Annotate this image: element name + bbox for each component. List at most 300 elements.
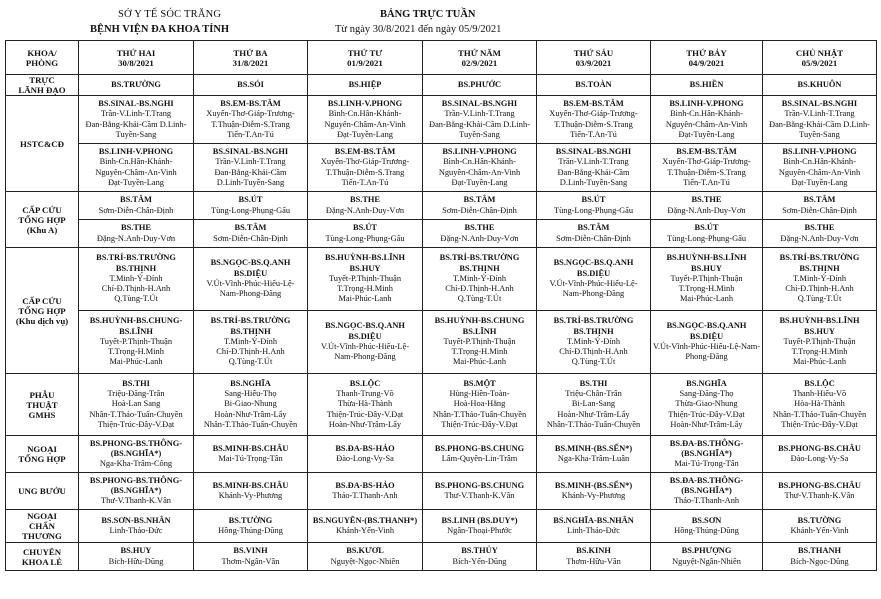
- doctor-name: BS.SINAL-BS.NGHI: [98, 98, 174, 108]
- staff-names: Nguyên-Châm-An-Vinh: [324, 119, 406, 129]
- duty-cell: [537, 192, 651, 220]
- staff-names: Tiến-T.An-Tú: [227, 129, 274, 139]
- staff-names: V.Út-Vĩnh-Phúc-Hiếu-Lệ-: [206, 279, 295, 288]
- doctor-name: BS.THE: [804, 223, 835, 233]
- staff-names: T.Thuận-Diễm-S.Trang: [667, 167, 746, 177]
- doctor-name: BS.NGỌC-BS.Q.ANH: [666, 321, 747, 331]
- duty-cell: [194, 473, 308, 510]
- staff-names: Hoà-Hoa-Hằng: [453, 399, 506, 409]
- doctor-name: BS.KHUÔN: [797, 79, 842, 89]
- staff-names: Chí-Đ.Thịnh-H.Anh: [785, 284, 854, 294]
- doctor-name: BS.THỊNH: [573, 326, 614, 336]
- duty-cell: [79, 144, 194, 192]
- department-label: THƯƠNG: [22, 531, 62, 541]
- department-label: UNG BƯỚU: [18, 486, 66, 496]
- staff-names: Trần-V.Linh-T.Trang: [100, 109, 172, 119]
- duty-cell: [763, 192, 877, 220]
- staff-names: Bích-Ngọc-Dũng: [790, 556, 849, 566]
- doctor-name: BS.NGỌC-BS.Q.ANH: [210, 258, 291, 268]
- doctor-name: BS.HUY: [349, 263, 381, 273]
- doctor-name: BS.LINH-V.PHONG: [98, 146, 174, 156]
- duty-cell: [79, 436, 194, 473]
- doctor-name: BS.PHONG-BS.THÔNG-: [89, 438, 183, 448]
- day-date: 02/9/2021: [461, 57, 498, 68]
- staff-names: Hoàn-Như-Trâm-Lẩy: [670, 419, 743, 429]
- doctor-name: BS.THE: [464, 223, 495, 233]
- doctor-name: BS.PHONG-BS.CHUNG: [434, 443, 525, 453]
- department-label: CẤP CỨU: [22, 204, 62, 215]
- duty-cell: [194, 248, 308, 311]
- doctor-name: BS.TOÀN: [575, 79, 612, 89]
- doctor-name: BS.ÚT: [581, 195, 606, 205]
- staff-names: Trần-V.Linh-T.Trang: [444, 109, 515, 119]
- duty-cell: [537, 436, 651, 473]
- staff-names: Chí-Đ.Thịnh-H.Anh: [559, 347, 628, 357]
- department-label: GMHS: [28, 409, 56, 420]
- staff-names: Nam-Phong-Đăng: [334, 352, 396, 362]
- doctor-name: BS.HUỲNH-BS.LĨNH: [666, 253, 747, 263]
- schedule-row: [6, 220, 877, 248]
- staff-names: Thảo-T.Thanh-Anh: [332, 491, 398, 500]
- doctor-name: BS.EM-BS.TÂM: [334, 146, 396, 156]
- doctor-name: BS.PHƯỚC: [457, 79, 502, 89]
- duty-cell: [194, 96, 308, 144]
- staff-names: Tuyền-Sang: [115, 129, 157, 139]
- staff-names: Sang-Đăng-Thọ: [679, 389, 734, 399]
- staff-names: Đạt-Tuyền-Lang: [791, 177, 848, 187]
- duty-cell: [537, 144, 651, 192]
- doctor-name: BS.THE: [349, 195, 381, 205]
- staff-names: Thư-V.Thanh-K.Vân: [101, 496, 171, 506]
- staff-names: Xuyến-Thơ-Giáp-Trương-: [549, 109, 638, 119]
- doctor-name: BS.PHƯỢNG: [681, 546, 732, 556]
- duty-cell: [308, 436, 423, 473]
- day-header: [651, 41, 763, 75]
- schedule-row: [6, 144, 877, 192]
- staff-names: Tuyền-Sang: [799, 129, 840, 139]
- doctor-name: BS.SƠN-BS.NHÂN: [101, 515, 171, 525]
- doctor-name: BS.NGHĨA: [230, 378, 271, 388]
- staff-names: Tuyền-Sang: [459, 129, 500, 139]
- doctor-name: BS.MINH-BS.CHÂU: [212, 443, 289, 453]
- duty-cell: [763, 311, 877, 374]
- staff-names: Hoàn-Như-Trâm-Lẩy: [328, 419, 402, 429]
- duty-cell: [308, 192, 423, 220]
- staff-names: Nguyệt-Ngân-Nhiên: [672, 556, 741, 566]
- duty-cell: [651, 248, 763, 311]
- doctor-name: BS.LINH-V.PHONG: [782, 146, 857, 156]
- staff-names: Phong-Đăng: [685, 352, 728, 362]
- staff-names: Thảo-T.Thanh-Anh: [673, 496, 740, 506]
- duty-cell: [308, 144, 423, 192]
- staff-names: Q.Tùng-T.Út: [228, 357, 273, 367]
- doctor-name: BS.LĨNH: [119, 326, 153, 336]
- staff-names: Thơm-Hữu-Vân: [566, 556, 621, 566]
- staff-names: Bích-Yến-Dũng: [452, 556, 507, 566]
- staff-names: Bi-Lan-Sang: [571, 399, 616, 409]
- doctor-name: BS.PHONG-BS.CHÂU: [778, 443, 861, 453]
- staff-names: Triệu-Đăng-Trân: [107, 389, 165, 399]
- doctor-name: BS.TÂM: [120, 195, 152, 205]
- doctor-name: BS.MINH-(BS.SẾN*): [554, 443, 633, 453]
- staff-names: Bình-Cn.Hân-Khánh-: [443, 157, 516, 167]
- staff-names: Sơm-Diễn-Chân-Định: [98, 205, 174, 215]
- department-label: (Khu dịch vụ): [15, 315, 69, 326]
- duty-cell: [537, 220, 651, 248]
- duty-cell: [651, 220, 763, 248]
- staff-names: T.Thuận-Diễm-S.Trang: [325, 167, 405, 177]
- staff-names: Hoà-Lan Sang: [111, 399, 161, 409]
- staff-names: Nguyên-Châm-An-Vinh: [665, 119, 748, 129]
- doctor-name: BS.LĨNH: [462, 326, 497, 336]
- doctor-name: BS.MỘT: [463, 378, 496, 388]
- staff-names: Khánh-Vy-Phương: [561, 491, 626, 500]
- schedule-row: [6, 311, 877, 374]
- staff-names: Trần-V.Linh-T.Trang: [558, 157, 629, 167]
- staff-names: Tuyết-P.Thịnh-Thuận: [443, 336, 516, 346]
- doctor-name: BS.ÚT: [694, 223, 719, 233]
- doctor-name: BS.TRÍ-BS.TRƯỜNG: [439, 253, 520, 263]
- duty-cell: [79, 543, 194, 571]
- department-cell: [6, 248, 79, 374]
- staff-names: Tuyết-P.Thịnh-Thuận: [99, 336, 173, 346]
- staff-names: Thanh-Trung-Võ: [336, 389, 394, 399]
- staff-names: Bình-Cn.Hân-Khánh-: [783, 157, 856, 167]
- schedule-title: BẢNG TRỰC TUẦN: [380, 9, 476, 20]
- staff-names: Mai-Tú-Trọng-Tân: [218, 454, 283, 463]
- staff-names: Tùng-Long-Phụng-Gấu: [325, 233, 405, 243]
- staff-names: Đạt-Tuyền-Lang: [678, 129, 735, 139]
- staff-names: Sơm-Diễn-Chân-Định: [442, 205, 517, 215]
- duty-cell: [308, 374, 423, 436]
- doctor-name: BS.ÚT: [238, 195, 263, 205]
- staff-names: Đặng-N.Anh-Duy-Vơn: [667, 205, 746, 215]
- staff-names: Thư-V.Thanh-K.Vân: [784, 491, 855, 500]
- department-cell: [6, 473, 79, 510]
- schedule-row: [6, 510, 877, 543]
- staff-names: Đạt-Tuyền-Lang: [337, 129, 393, 139]
- staff-names: Thiện-Trúc-Đây-V.Đạt: [668, 409, 745, 419]
- duty-cell: [651, 311, 763, 374]
- staff-names: Linh-Thảo-Đức: [109, 526, 163, 535]
- duty-cell: [651, 473, 763, 510]
- duty-cell: [308, 311, 423, 374]
- doctor-name: BS.ĐA-BS.THÔNG-: [669, 475, 744, 485]
- duty-cell: [79, 220, 194, 248]
- day-header: [423, 41, 537, 75]
- doctor-name: (BS.NGHĨA*): [681, 485, 732, 495]
- staff-names: T.Trọng-H.Minh: [678, 284, 735, 294]
- staff-names: Thừa-Giao-Nhung: [675, 399, 738, 409]
- staff-names: Nhân-T.Thảo-Tuấn-Chuyền: [772, 409, 867, 419]
- staff-names: T.Trọng-H.Minh: [791, 347, 848, 357]
- duty-cell: [423, 220, 537, 248]
- staff-names: Nguyệt-Ngọc-Nhiên: [330, 556, 400, 566]
- staff-names: Xuyến-Thơ-Giáp-Trương-: [206, 109, 295, 119]
- duty-cell: [308, 543, 423, 571]
- doctor-name: BS.THI: [122, 378, 150, 388]
- doctor-name: BS.ÚT: [353, 223, 377, 233]
- doctor-name: BS.NGHĨA-BS.NHÂN: [553, 515, 634, 525]
- doctor-name: BS.LINH-V.PHONG: [442, 146, 517, 156]
- duty-cell: [79, 473, 194, 510]
- duty-cell: [194, 436, 308, 473]
- duty-cell: [651, 96, 763, 144]
- staff-names: Khánh-Yến-Vinh: [790, 526, 849, 535]
- staff-names: Nga-Kha-Trâm-Luân: [557, 454, 630, 463]
- doctor-name: BS.THỊNH: [459, 263, 500, 273]
- staff-names: Sơm-Diễn-Chân-Định: [213, 233, 288, 243]
- staff-names: Hồng-Thủng-Dũng: [674, 526, 739, 535]
- staff-names: Tùng-Long-Phụng-Gấu: [553, 205, 634, 215]
- duty-cell: [423, 473, 537, 510]
- doctor-name: BS.HUY: [804, 326, 835, 336]
- staff-names: T.Minh-Ý-Đính: [566, 336, 621, 346]
- staff-names: Sơm-Diễn-Chân-Định: [556, 233, 631, 243]
- doctor-name: BS.SÓI: [237, 79, 264, 89]
- staff-names: D.Linh-Tuyền-Sang: [559, 177, 628, 187]
- doctor-name: BS.LINH-V.PHONG: [327, 98, 403, 108]
- duty-cell: [763, 75, 877, 96]
- schedule-row: [6, 192, 877, 220]
- staff-names: Nguyên-Châm-An-Vinh: [438, 167, 521, 177]
- staff-names: Thơm-Ngân-Vân: [221, 556, 280, 566]
- staff-names: Đan-Bằng-Khải-Cầm D.Linh-: [429, 119, 530, 129]
- duty-cell: [763, 436, 877, 473]
- date-range: Từ ngày 30/8/2021 đến ngày 05/9/2021: [335, 24, 502, 35]
- doctor-name: BS.ĐA-BS-HẢO: [335, 480, 395, 490]
- duty-cell: [79, 311, 194, 374]
- staff-names: T.Thuận-Diễm-S.Trang: [554, 119, 633, 129]
- duty-cell: [194, 311, 308, 374]
- staff-names: Chí-Đ.Thịnh-H.Anh: [101, 284, 171, 294]
- staff-names: T.Minh-Ý-Đính: [223, 336, 278, 346]
- duty-cell: [79, 510, 194, 543]
- staff-names: Triệu-Chân-Trân: [565, 389, 622, 399]
- staff-names: Đạt-Tuyền-Lang: [451, 177, 508, 187]
- duty-cell: [308, 510, 423, 543]
- duty-cell: [423, 374, 537, 436]
- duty-cell: [763, 144, 877, 192]
- department-cell: [6, 192, 79, 248]
- staff-names: Bình-Cn.Hân-Khánh-: [670, 109, 743, 119]
- duty-cell: [194, 144, 308, 192]
- duty-cell: [423, 311, 537, 374]
- doctor-name: BS.NGUYÊN-(BS.THANH*): [312, 515, 418, 525]
- staff-names: Hoàn-Như-Trâm-Lẩy: [214, 409, 287, 419]
- doctor-name: BS.HUỲNH-BS.CHUNG: [434, 316, 525, 326]
- staff-names: D.Linh-Tuyền-Sang: [216, 177, 285, 187]
- department-label: CHẤN: [29, 521, 55, 531]
- day-date: 30/8/2021: [118, 57, 154, 68]
- duty-cell: [651, 436, 763, 473]
- duty-cell: [194, 75, 308, 96]
- duty-cell: [423, 96, 537, 144]
- doctor-name: BS.SINAL-BS.NGHI: [781, 98, 858, 108]
- staff-names: Thiện-Trúc-Đây-V.Đạt: [781, 419, 858, 429]
- duty-cell: [763, 96, 877, 144]
- department-cell: [6, 96, 79, 192]
- duty-cell: [763, 543, 877, 571]
- duty-cell: [308, 75, 423, 96]
- department-label: CẤP CỨU: [22, 295, 62, 306]
- duty-cell: [423, 543, 537, 571]
- staff-names: Mai-Phúc-Lanh: [338, 294, 392, 304]
- staff-names: Hồng-Thủng-Dũng: [218, 526, 283, 535]
- doctor-name: BS.LINH-V.PHONG: [669, 98, 744, 108]
- duty-cell: [537, 473, 651, 510]
- staff-names: Trần-V.Linh-T.Trang: [215, 157, 286, 167]
- doctor-name: BS.TRƯỜNG: [111, 79, 161, 89]
- staff-names: Khánh-Yến-Vinh: [335, 526, 395, 535]
- staff-names: Tuyết-P.Thịnh-Thuận: [783, 336, 856, 346]
- duty-cell: [79, 192, 194, 220]
- staff-names: T.Trọng-H.Minh: [337, 284, 393, 294]
- staff-names: Nam-Phong-Đăng: [562, 289, 625, 299]
- org-line-1: SỞ Y TẾ SÓC TRĂNG: [118, 9, 222, 20]
- staff-names: Sơm-Diễn-Chân-Định: [782, 205, 857, 215]
- doctor-name: BS.TRÍ-BS.TRƯỜNG: [553, 316, 634, 326]
- staff-names: Thanh-Hiếu-Võ: [792, 389, 847, 399]
- staff-names: Nhân-T.Thảo-Tuấn-Chuyền: [432, 409, 527, 419]
- doctor-name: BS.KINH: [576, 546, 611, 556]
- staff-names: Thừa-Hà-Thành: [337, 399, 393, 409]
- staff-names: T.Minh-Ý-Đính: [792, 273, 847, 283]
- duty-cell: [537, 374, 651, 436]
- duty-cell: [79, 75, 194, 96]
- doctor-name: BS.EM-BS.TÂM: [676, 146, 737, 156]
- staff-names: Thiện-Trúc-Đây-V.Đạt: [97, 419, 175, 429]
- doctor-name: BS.TÂM: [577, 223, 610, 233]
- department-label: TỔNG HỢP: [18, 454, 66, 464]
- doctor-name: BS.NGHĨA: [686, 378, 727, 388]
- staff-names: Q.Tùng-T.Út: [114, 294, 158, 304]
- staff-names: T.Minh-Ý-Đính: [452, 273, 507, 283]
- staff-names: Mai-Phúc-Lanh: [109, 357, 163, 367]
- day-name: CHỦ NHẬT: [795, 47, 844, 58]
- schedule-body: [6, 75, 877, 571]
- doctor-name: BS.SINAL-BS.NGHI: [212, 146, 289, 156]
- department-cell: [6, 374, 79, 436]
- staff-names: Khánh-Vy-Phương: [218, 491, 283, 500]
- schedule-row: [6, 473, 877, 510]
- duty-cell: [537, 311, 651, 374]
- day-name: THỨ TƯ: [347, 47, 383, 58]
- staff-names: Mai-Phúc-Lanh: [679, 294, 734, 304]
- department-label: THUẬT: [26, 399, 58, 410]
- staff-names: T.Trọng-H.Minh: [108, 347, 164, 357]
- duty-cell: [79, 96, 194, 144]
- doctor-name: BS.TRÍ-BS.TRƯỜNG: [779, 253, 860, 263]
- doctor-name: BS.PHONG-BS.CHUNG: [434, 480, 525, 490]
- doctor-name: BS.THE: [120, 223, 152, 233]
- staff-names: Tiến-T.An-Tú: [341, 177, 389, 187]
- doctor-name: BS.DIỆU: [689, 331, 724, 341]
- header-row: [6, 41, 877, 75]
- duty-cell: [537, 248, 651, 311]
- doctor-name: BS.ĐA-BS.THÔNG-: [669, 438, 744, 448]
- schedule-row: [6, 96, 877, 144]
- staff-names: T.Thuận-Diễm-S.Trang: [211, 119, 290, 129]
- schedule-row: [6, 374, 877, 436]
- doctor-name: (BS.NGHĨA*): [681, 448, 732, 458]
- department-label: TỔNG HỢP: [18, 214, 66, 225]
- duty-cell: [651, 374, 763, 436]
- staff-names: Mai-Phúc-Lanh: [792, 357, 847, 367]
- duty-cell: [423, 248, 537, 311]
- staff-names: V.Út-Vĩnh-Phúc-Hiếu-Lệ-: [321, 342, 409, 351]
- department-cell: [6, 75, 79, 96]
- staff-names: V.Út-Vĩnh-Phúc-Hiếu-Lệ-: [549, 279, 638, 288]
- day-header: [79, 41, 194, 75]
- staff-names: Đan-Bằng-Khải-Cầm D.Linh-: [85, 119, 187, 129]
- staff-names: Thiện-Trúc-Đây-V.Đạt: [326, 409, 404, 419]
- duty-cell: [308, 248, 423, 311]
- staff-names: Nguyên-Châm-An-Vinh: [95, 167, 177, 177]
- staff-names: Hùng-Hiền-Toàn-: [449, 389, 510, 399]
- staff-names: Hoàn-Như-Trâm-Lẩy: [557, 409, 630, 419]
- day-date: 01/9/2021: [347, 57, 383, 68]
- doctor-name: BS.HUY: [691, 263, 722, 273]
- doctor-name: BS.VINH: [233, 546, 268, 556]
- duty-cell: [194, 510, 308, 543]
- staff-names: Đan-Bằng-Khải-Cầm: [557, 167, 630, 177]
- department-cell: [6, 436, 79, 473]
- duty-cell: [763, 374, 877, 436]
- duty-cell: [194, 220, 308, 248]
- staff-names: Bi-Giao-Nhung: [224, 399, 277, 409]
- day-date: 03/9/2021: [575, 57, 612, 68]
- staff-names: Nhân-T.Thảo-Tuấn-Chuyền: [203, 419, 298, 429]
- doctor-name: BS.DIỆU: [576, 268, 611, 278]
- staff-names: Nam-Phong-Đăng: [219, 289, 282, 299]
- day-name: THỨ NĂM: [458, 47, 501, 58]
- doctor-name: BS.MINH-BS.CHÂU: [212, 480, 289, 490]
- duty-cell: [423, 510, 537, 543]
- staff-names: Q.Tùng-T.Út: [797, 294, 842, 304]
- doctor-name: BS.TÂM: [234, 223, 267, 233]
- schedule-row: [6, 248, 877, 311]
- doctor-name: BS.SINAL-BS.NGHI: [555, 146, 632, 156]
- duty-cell: [537, 75, 651, 96]
- doctor-name: (BS.NGHĨA*): [110, 448, 162, 458]
- department-label: TRỰC: [29, 75, 55, 85]
- duty-cell: [537, 510, 651, 543]
- doctor-name: BS.EM-BS.TÂM: [563, 98, 624, 108]
- doctor-name: BS.LỘC: [349, 378, 381, 388]
- staff-names: Sang-Hiếu-Thọ: [224, 389, 277, 399]
- staff-names: Tuyết-P.Thịnh-Thuận: [670, 273, 743, 283]
- doctor-name: BS.THI: [579, 378, 608, 388]
- doctor-name: BS.THỊNH: [799, 263, 840, 273]
- doctor-name: BS.HIỀN: [689, 79, 724, 89]
- day-date: 04/9/2021: [688, 57, 725, 68]
- duty-cell: [651, 543, 763, 571]
- department-label: LÃNH ĐẠO: [18, 85, 66, 95]
- duty-cell: [537, 543, 651, 571]
- staff-names: Linh-Thảo-Đức: [567, 526, 620, 535]
- duty-schedule-table: [5, 40, 877, 571]
- day-name: THỨ HAI: [116, 47, 156, 58]
- duty-cell: [423, 144, 537, 192]
- doctor-name: BS.TÂM: [803, 195, 836, 205]
- staff-names: Q.Tùng-T.Út: [457, 294, 502, 304]
- staff-names: Nhân-T.Thảo-Tuấn-Chuyền: [546, 419, 641, 429]
- doctor-name: (BS.NGHĨA*): [110, 485, 162, 495]
- day-date: 05/9/2021: [801, 57, 838, 68]
- staff-names: Trần-V.Linh-T.Trang: [784, 109, 855, 119]
- duty-cell: [763, 220, 877, 248]
